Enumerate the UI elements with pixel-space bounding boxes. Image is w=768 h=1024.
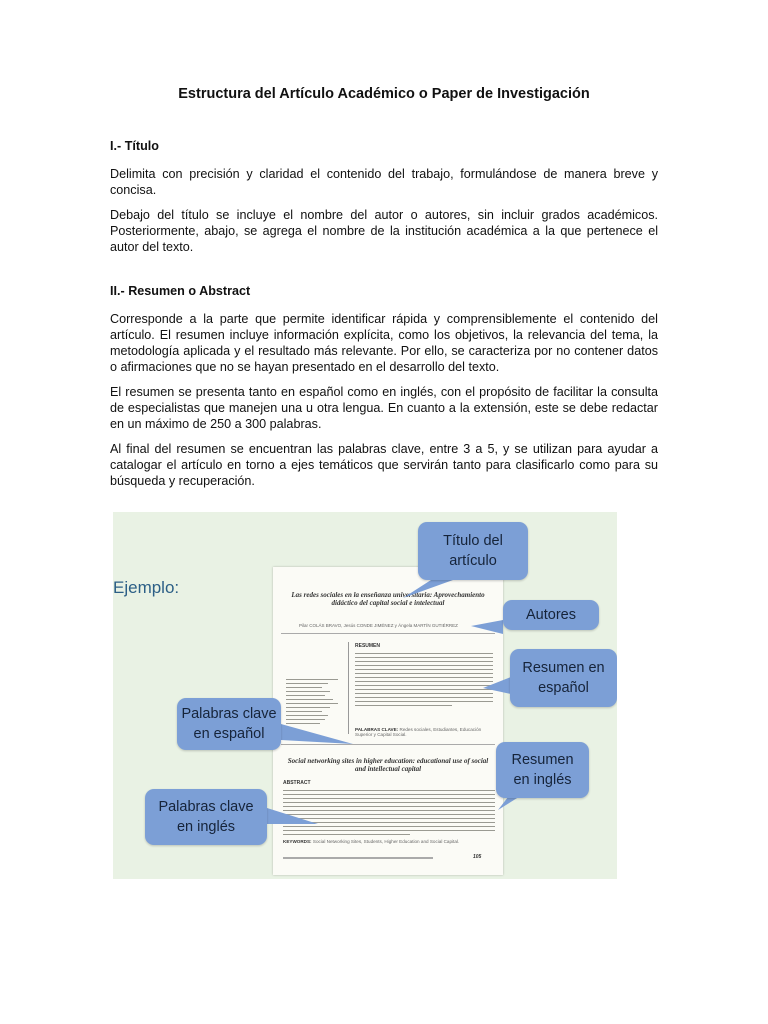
callout-palabras-es: [177, 698, 281, 750]
paragraph: Delimita con precisión y claridad el contenido del trabajo, formulándose de manera breve y concisa.: [110, 167, 658, 197]
pointer-resumen-es: [483, 677, 511, 694]
paper-page-number: 105: [473, 854, 482, 860]
callout-text: Resumen: [511, 752, 574, 768]
callout-resumen-es: [510, 649, 617, 707]
section-resumen: [110, 283, 658, 498]
callout-text: en español: [193, 726, 265, 742]
paper-abstract-heading: ABSTRACT: [283, 780, 311, 786]
paragraph: Corresponde a la parte que permite identificar rápida y comprensiblemente el contenido del artículo. El resumen incluye información explícita, como los objetivos, la relevancia del tema, la metodología aplicada y el resultado más relevante. Por ello, se caracteriza por no contener datos o afirmaciones que no se hayan presentado en el desarrollo del texto.: [110, 312, 658, 374]
paragraph: Al final del resumen se encuentran las palabras clave, entre 3 a 5, y se utilizan para ayudar a catalogar el artículo en torno a ejes temáticos que servirán tanto para clasificarlo como para su búsqueda y recuperación.: [110, 442, 658, 488]
paper-title-en: Social networking sites in higher education: educational use of social and intellectual capital: [287, 757, 489, 773]
pointer-autores: [471, 620, 503, 634]
document-title: Estructura del Artículo Académico o Paper de Investigación: [178, 86, 590, 102]
paper-palabras-clave-label: PALABRAS CLAVE:: [355, 727, 399, 732]
paragraph: El resumen se presenta tanto en español como en inglés, con el propósito de facilitar la consulta de especialistas que manejen una u otra lengua. En cuanto a la extensión, este se debe redactar en un máximo de 250 a 300 palabras.: [110, 385, 658, 431]
callout-text: español: [538, 680, 589, 696]
callout-palabras-en: [145, 789, 267, 845]
paper-keywords-text: Social Networking Sites, Students, Higher Education and Social Capital.: [312, 839, 460, 844]
callout-resumen-en: [496, 742, 589, 798]
paper-palabras-clave-text: Redes sociales, Estudiantes, Educación Superior y Capital Social.: [355, 727, 482, 737]
pointer-palabras-en: [267, 808, 318, 824]
section-heading: I.- Título: [110, 139, 159, 153]
callout-text: artículo: [449, 553, 497, 569]
section-heading: II.- Resumen o Abstract: [110, 284, 251, 298]
callout-text: Palabras clave: [158, 799, 254, 815]
callout-text: Resumen en: [522, 660, 605, 676]
callout-autores: [503, 600, 599, 630]
section-titulo: [110, 138, 658, 264]
paper-title-es: Las redes sociales en la enseñanza universitaria: Aprovechamiento didáctico del capital social e intelectual: [291, 591, 485, 607]
paragraph: Debajo del título se incluye el nombre del autor o autores, sin incluir grados académicos. Posteriormente, abajo, se agrega el nombre de la institución académica a la que pertenece el autor del texto.: [110, 208, 658, 254]
paper-keywords-label: KEYWORDS:: [283, 839, 312, 844]
pointer-palabras-es: [281, 724, 353, 744]
callout-text: Autores: [526, 607, 576, 623]
paper-authors: Pilar COLÁS BRAVO, Jesús CONDE JIMÉNEZ y Ángela MARTÍN GUTIÉRREZ: [299, 623, 458, 628]
callout-text: Palabras clave: [181, 706, 277, 722]
paper-resumen-heading: RESUMEN: [355, 643, 381, 649]
callout-text: Título del: [443, 533, 503, 549]
callout-titulo: [418, 522, 528, 580]
example-figure: [113, 512, 617, 879]
figure-label: Ejemplo:: [113, 578, 180, 597]
pointer-titulo: [403, 580, 453, 598]
callout-text: en inglés: [176, 819, 236, 835]
callout-text: en inglés: [513, 772, 572, 788]
